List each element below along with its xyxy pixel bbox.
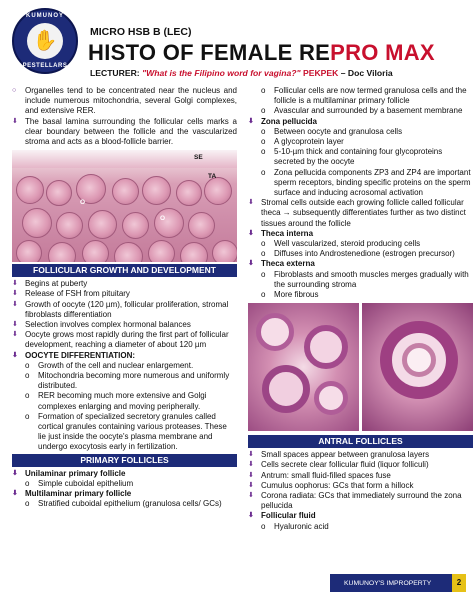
circle-bullet-icon: o xyxy=(261,86,266,95)
circle-bullet-icon: o xyxy=(261,521,266,531)
circle-bullet-icon: o xyxy=(261,249,266,259)
list-item: ⬇ Zona pellucida xyxy=(248,116,318,126)
circle-bullet-icon: o xyxy=(261,106,266,116)
follicle-ring xyxy=(304,325,348,369)
arrow-bullet-icon: ⬇ xyxy=(12,290,18,298)
hand-icon: ✋ xyxy=(32,30,58,52)
circle-bullet-icon: o xyxy=(25,499,30,509)
left-column xyxy=(12,86,237,509)
logo-top-text: KUMUNOY xyxy=(26,13,64,19)
arrow-bullet-icon: ⬇ xyxy=(12,490,18,498)
follicle-cell xyxy=(154,208,184,238)
circle-bullet-icon: o xyxy=(25,371,30,381)
arrow-bullet-icon: ⬇ xyxy=(248,260,254,268)
follicle-ring xyxy=(314,381,348,415)
sub-item: o Mitochondria becoming more numerous and uniformly distributed. xyxy=(25,371,230,391)
arrow-bullet-icon: ⬇ xyxy=(12,300,18,308)
arrow-bullet-icon: ⬇ xyxy=(248,451,254,459)
section-header-growth: FOLLICULAR GROWTH AND DEVELOPMENT xyxy=(12,264,237,277)
sub-item: o Growth of the cell and nuclear enlargement. xyxy=(25,360,194,370)
arrow-bullet-icon: ⬇ xyxy=(248,471,254,479)
follicle-cell xyxy=(148,240,175,262)
sub-item: o RER becoming much more extensive and Golgi complexes enlarging and moving peripherally. xyxy=(25,391,207,411)
arrow-bullet-icon: ⬇ xyxy=(248,117,254,125)
page-title xyxy=(88,40,435,66)
follicle-cell xyxy=(122,212,149,239)
list-item: ⬇ Stromal cells outside each growing follicle called follicular theca → subsequently differentiates further as two distinct tissues around the follicle xyxy=(248,198,466,228)
circle-bullet-icon: o xyxy=(261,269,266,279)
page-footer xyxy=(330,574,466,592)
list-item: ⬇ Selection involves complex hormonal balances xyxy=(12,320,191,330)
histology-image-primordial-follicles xyxy=(12,150,237,262)
list-item: ⬇ Begins at puberty xyxy=(12,279,88,289)
sub-item: o 5-10-µm thick and containing four glycoproteins secreted by the oocyte xyxy=(261,147,443,167)
follicle-cell xyxy=(82,240,109,262)
lecturer-quote: "What is the Filipino word for vagina?" xyxy=(142,68,301,78)
logo-emblem xyxy=(27,23,63,59)
list-item: ⬇ Release of FSH from pituitary xyxy=(12,289,130,299)
list-item: ⬇ OOCYTE DIFFERENTIATION: xyxy=(12,350,136,360)
arrow-bullet-icon: ⬇ xyxy=(12,117,18,125)
sub-item: o More fibrous xyxy=(261,290,319,300)
sub-item: o Avascular and surrounded by a basement membrane xyxy=(261,106,463,116)
follicle-cell xyxy=(188,212,215,239)
sub-item: o A glycoprotein layer xyxy=(261,137,344,147)
list-item: ⬇ Small spaces appear between granulosa layers xyxy=(248,450,430,460)
circle-bullet-icon: o xyxy=(261,167,266,177)
circle-bullet-icon: o xyxy=(261,137,266,147)
course-code: MICRO HSB B (LEC) xyxy=(90,26,192,38)
follicle-ring xyxy=(256,313,294,351)
follicle-cell xyxy=(176,180,202,206)
footer-label: KUMUNOY'S IMPROPERTY xyxy=(344,579,432,587)
histology-panel-right xyxy=(362,303,473,431)
follicle-cell xyxy=(88,210,117,239)
follicle-cell xyxy=(212,240,237,262)
sub-item: o Hyaluronic acid xyxy=(261,521,329,531)
lecturer-line xyxy=(90,68,393,78)
page-number: 2 xyxy=(452,574,466,592)
sub-item: o Zona pellucida components ZP3 and ZP4 are important sperm receptors, binding specific proteins on the sperm surface and inducing acrosomal activation xyxy=(261,167,471,198)
sub-item: o Well vascularized, steroid producing cells xyxy=(261,239,421,249)
histology-panel-left xyxy=(248,303,359,431)
follicle-ring xyxy=(262,365,310,413)
right-column xyxy=(248,86,473,532)
title-part1: HISTO OF FEMALE RE xyxy=(88,40,331,65)
arrow-bullet-icon: ⬇ xyxy=(12,321,18,329)
label-se: SE xyxy=(194,154,203,162)
kumunoy-logo xyxy=(12,8,78,74)
lecturer-label: LECTURER: xyxy=(90,68,140,78)
list-item: ⬇ Unilaminar primary follicle xyxy=(12,468,126,478)
list-item: ⬇ Cumulus oophorus: GCs that form a hillock xyxy=(248,480,414,490)
list-item: ⬇ Cells secrete clear follicular fluid (liquor folliculi) xyxy=(248,460,429,470)
arrow-bullet-icon: ⬇ xyxy=(248,199,254,207)
circle-bullet-icon: o xyxy=(25,478,30,488)
follicle-cell xyxy=(142,176,171,205)
circle-bullet-icon: o xyxy=(261,290,266,300)
follicle-cell xyxy=(48,242,76,262)
follicle-cell xyxy=(114,242,143,262)
sub-item: o Diffuses into Androstenedione (estrogen precursor) xyxy=(261,249,455,259)
list-item: ⬇ Growth of oocyte (120 µm), follicular proliferation, stromal fibroblasts differentiation xyxy=(12,299,229,319)
follicle-cell xyxy=(180,242,208,262)
arrow-bullet-icon: ⬇ xyxy=(248,229,254,237)
sub-item: o Fibroblasts and smooth muscles merges gradually with the surrounding stroma xyxy=(261,269,469,289)
circle-bullet-icon: o xyxy=(261,126,266,136)
list-item: ○ Organelles tend to be concentrated near the nucleus and include numerous mitochondria, several Golgi complexes, and extensive RER. xyxy=(12,86,237,116)
circle-bullet-icon: o xyxy=(261,147,266,157)
list-item: ⬇ Oocyte grows most rapidly during the first part of follicular development, reaching a diameter of about 120 µm xyxy=(12,330,229,350)
label-ta: TA xyxy=(208,173,217,181)
sub-item: o Stratified cuboidal epithelium (granulosa cells/ GCs) xyxy=(25,499,222,509)
follicle-cell xyxy=(16,176,44,204)
arrow-bullet-icon: ⬇ xyxy=(248,481,254,489)
surface-epithelium-band xyxy=(12,150,237,168)
follicle-cell xyxy=(46,180,72,206)
label-o: O xyxy=(160,215,166,223)
list-item: ⬇ Corona radiata: GCs that immediately surround the zona pellucida xyxy=(248,491,462,511)
logo-bottom-text: PESTELLARS xyxy=(22,63,68,69)
section-header-primary: PRIMARY FOLLICLES xyxy=(12,454,237,467)
sub-item: o Formation of specialized secretory granules called cortical granules containing various proteases. These lie just inside the oocyte's plasma membrane and undergo exocytosis early in fertilization. xyxy=(25,411,227,452)
circle-bullet-icon: o xyxy=(25,391,30,401)
follicle-cell xyxy=(16,240,42,262)
follicle-cell xyxy=(22,208,52,238)
follicle-cell xyxy=(112,178,139,205)
arrow-bullet-icon: ⬇ xyxy=(248,461,254,469)
list-item: ⬇ The basal lamina surrounding the follicular cells marks a clear boundary between the follicle and the vascularized stroma and acts as a blood-follicle barrier. xyxy=(12,116,237,147)
circle-bullet-icon: ○ xyxy=(12,87,17,94)
list-item: ⬇ Theca interna xyxy=(248,228,314,238)
follicle-cell xyxy=(56,212,83,239)
list-item: ⬇ Follicular fluid xyxy=(248,511,316,521)
title-part2: PRO MAX xyxy=(330,40,435,65)
histology-images-antral-follicles xyxy=(248,303,473,431)
list-item: ⬇ Antrum: small fluid-filled spaces fuse xyxy=(248,470,391,480)
list-item: ⬇ Multilaminar primary follicle xyxy=(12,489,132,499)
circle-bullet-icon: o xyxy=(25,360,30,370)
sub-item: o Follicular cells are now termed granulosa cells and the follicle is a multilaminar primary follicle xyxy=(261,86,467,106)
lecturer-name: – Doc Viloria xyxy=(340,68,393,78)
section-header-antral: ANTRAL FOLLICLES xyxy=(248,435,473,448)
list-item: ⬇ Theca externa xyxy=(248,259,315,269)
arrow-bullet-icon: ⬇ xyxy=(12,469,18,477)
arrow-bullet-icon: ⬇ xyxy=(12,280,18,288)
arrow-bullet-icon: ⬇ xyxy=(248,492,254,500)
sub-item: o Simple cuboidal epithelium xyxy=(25,478,134,488)
lecturer-pekpek: PEKPEK xyxy=(302,68,339,78)
arrow-bullet-icon: ⬇ xyxy=(248,512,254,520)
label-o: O xyxy=(80,199,86,207)
circle-bullet-icon: o xyxy=(25,411,30,421)
arrow-bullet-icon: ⬇ xyxy=(12,331,18,339)
sub-item: o Between oocyte and granulosa cells xyxy=(261,126,403,136)
circle-bullet-icon: o xyxy=(261,239,266,249)
arrow-bullet-icon: ⬇ xyxy=(12,351,18,359)
